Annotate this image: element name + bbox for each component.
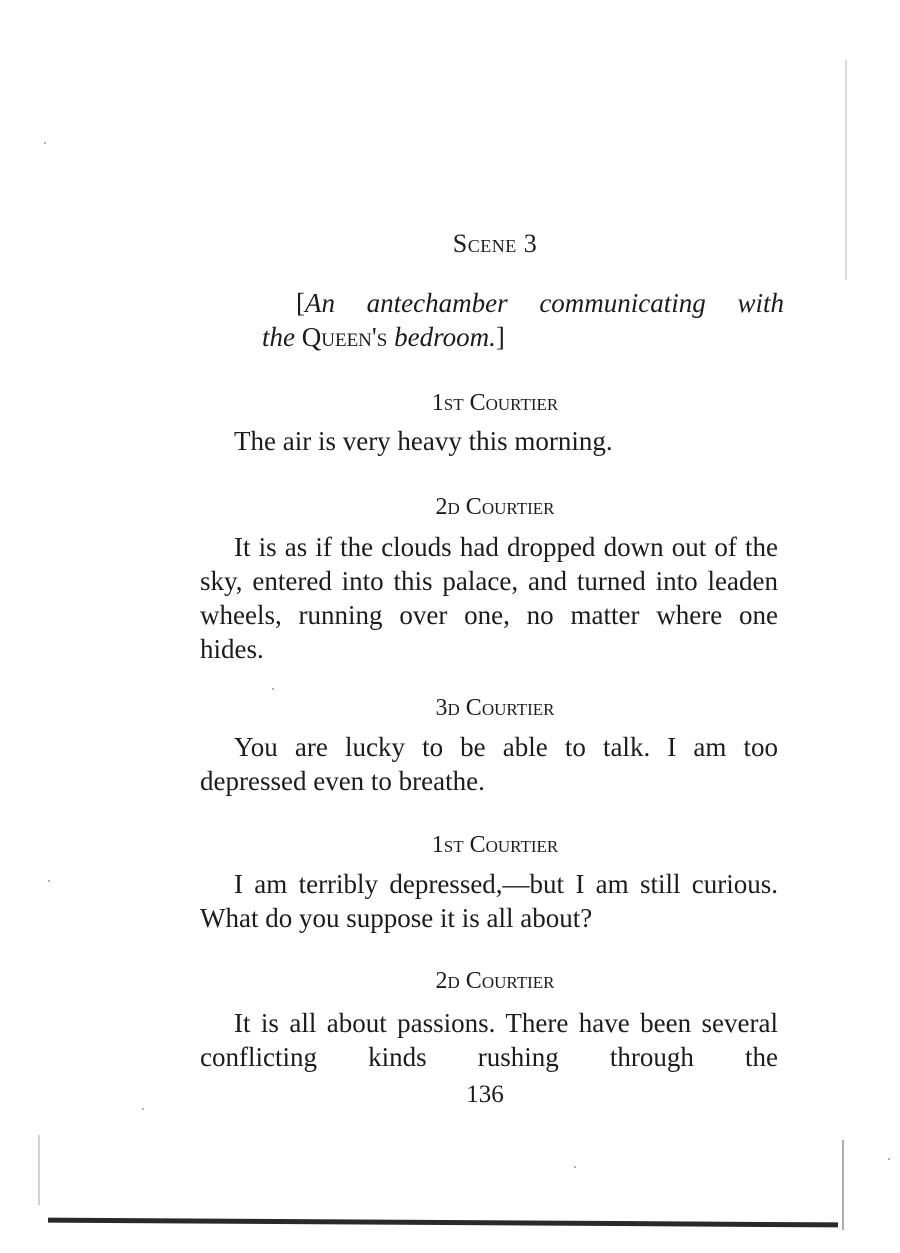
scan-edge-mark: [38, 1135, 40, 1205]
stage-direction-line-2: [262, 320, 784, 354]
speaker-name: 2d Courtier: [435, 968, 555, 994]
speaker-name: 3d Courtier: [435, 695, 555, 721]
speech-text: You are lucky to be able to talk. I am too depressed even to breathe.: [200, 732, 778, 796]
open-bracket: [: [296, 288, 305, 318]
scan-speck: [888, 1158, 890, 1160]
speech-text: It is as if the clouds had dropped down out of the sky, entered into this palace, and turned into leaden wheels, running over one, no matter where one hides.: [200, 532, 778, 664]
scan-edge-mark: [842, 1140, 844, 1230]
scan-speck: [142, 1108, 144, 1110]
speech-text: It is all about passions. There have been several conflicting kinds rushing through the: [200, 1008, 778, 1072]
speaker-name: 2d Courtier: [435, 494, 555, 520]
scan-speck: [48, 880, 50, 882]
stage-direction-text-2: the: [262, 322, 295, 352]
scan-speck: [44, 142, 46, 144]
stage-direction-text-3: bedroom.: [394, 322, 496, 352]
bottom-rule: [48, 1218, 838, 1228]
scan-speck: [272, 688, 274, 690]
page-number: 136: [466, 1081, 504, 1108]
scene-heading: Scene 3: [452, 229, 538, 258]
speech-text: I am terribly depressed,—but I am still curious. What do you suppose it is all about?: [200, 869, 778, 933]
scan-edge-mark: [845, 60, 847, 280]
queen-name: Queen's: [301, 322, 388, 352]
speaker-name: 1st Courtier: [431, 832, 559, 858]
stage-direction: [262, 286, 784, 354]
scan-speck: [574, 1166, 576, 1168]
close-bracket: ]: [495, 322, 505, 352]
speech-text: The air is very heavy this morning.: [234, 426, 613, 456]
stage-direction-text-1: An antechamber communicating with: [305, 288, 784, 318]
speaker-name: 1st Courtier: [431, 390, 559, 416]
stage-direction-line-1: [262, 286, 784, 320]
